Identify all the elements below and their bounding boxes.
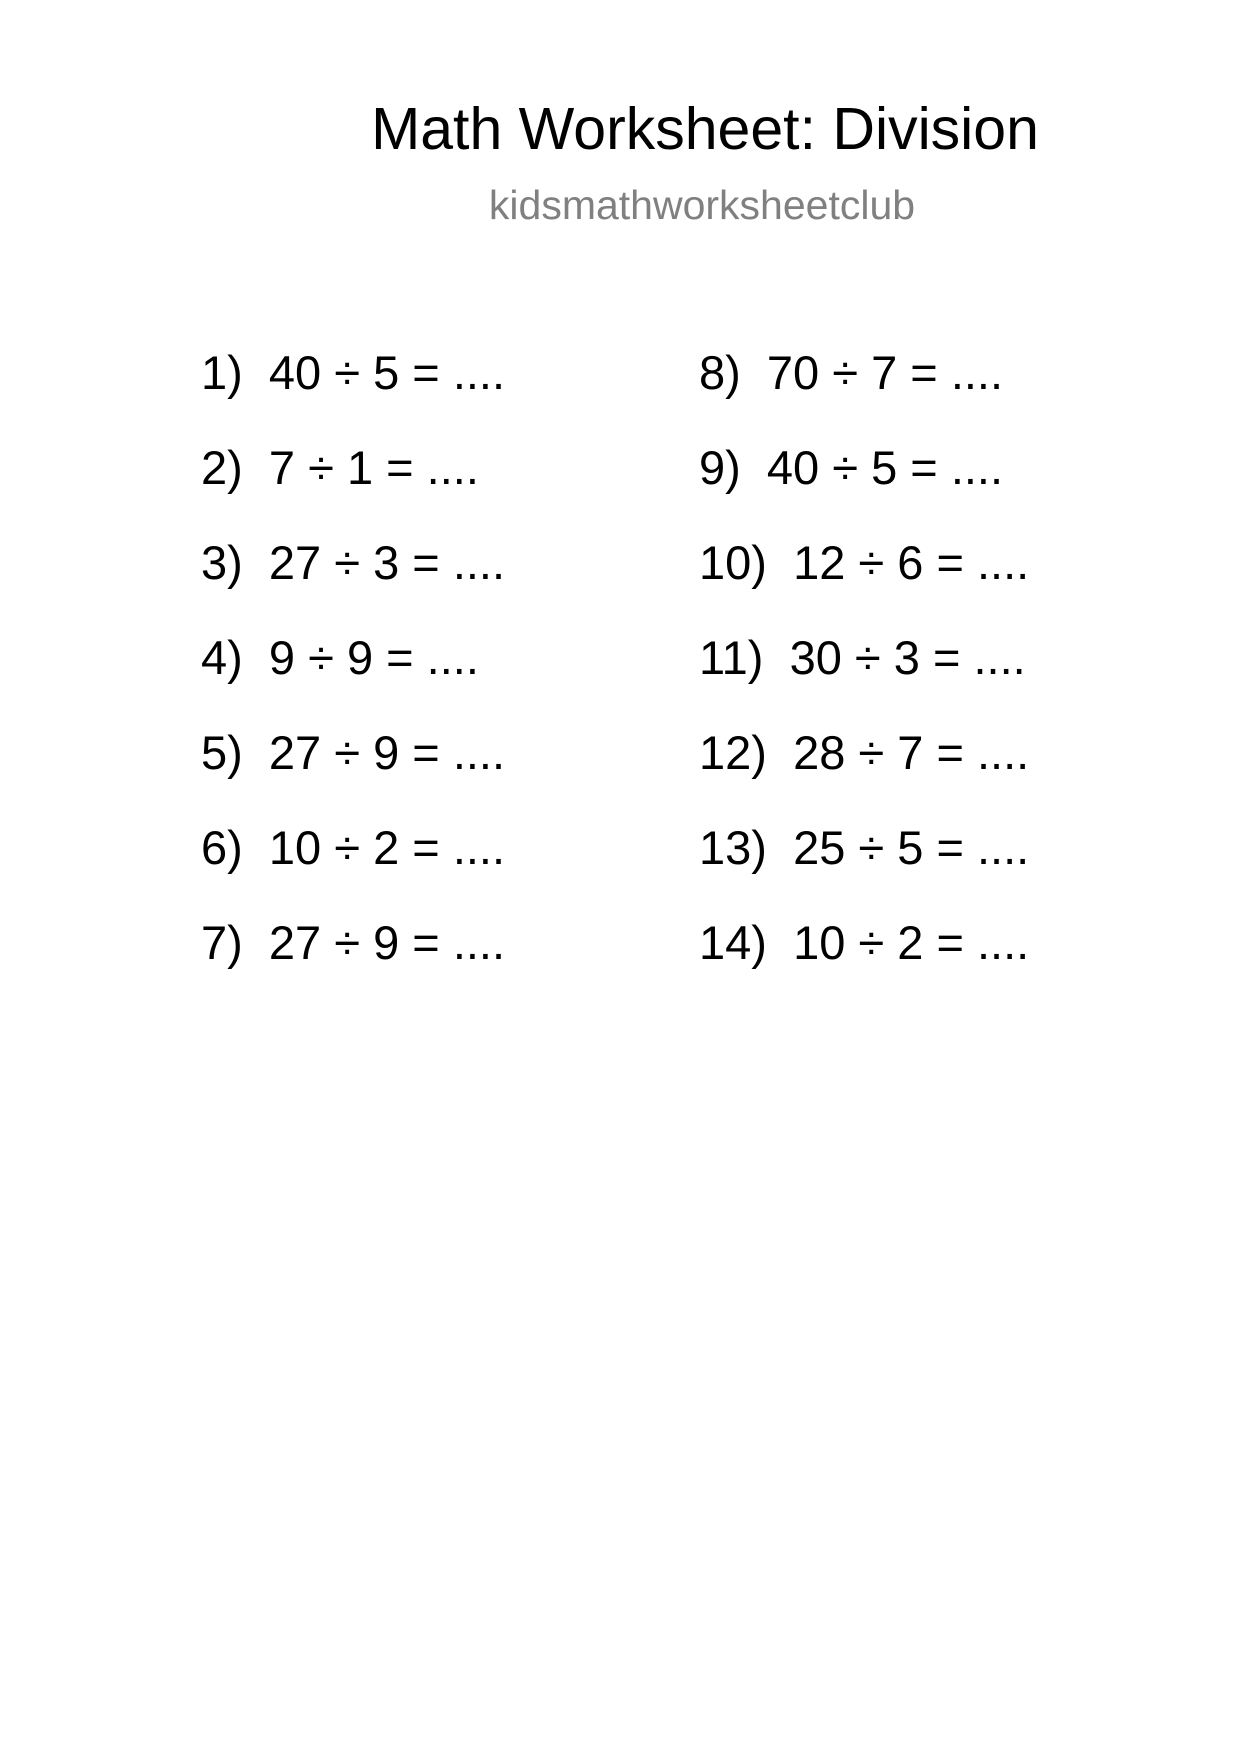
problem-expression: 9 ÷ 9 = .... xyxy=(268,631,479,684)
problem-number: 10) xyxy=(699,536,767,589)
problem-expression: 7 ÷ 1 = .... xyxy=(268,441,479,494)
problem-column-left xyxy=(201,345,505,1010)
problem-number: 14) xyxy=(699,916,767,969)
problem-item xyxy=(699,915,1029,1010)
problem-number: 2) xyxy=(201,441,243,494)
problem-expression: 40 ÷ 5 = .... xyxy=(766,441,1004,494)
problem-expression: 27 ÷ 9 = .... xyxy=(268,726,506,779)
problem-item xyxy=(699,535,1029,630)
worksheet-subtitle: kidsmathworksheetclub xyxy=(488,182,916,228)
problem-number: 9) xyxy=(699,441,741,494)
problem-column-right xyxy=(699,345,1029,1010)
problem-number: 3) xyxy=(201,536,243,589)
problem-number: 1) xyxy=(201,346,243,399)
problem-number: 7) xyxy=(201,916,243,969)
problem-item xyxy=(201,535,505,630)
problem-item xyxy=(201,820,505,915)
problem-expression: 10 ÷ 2 = .... xyxy=(268,821,506,874)
problem-expression: 28 ÷ 7 = .... xyxy=(793,726,1030,779)
problem-item xyxy=(201,725,505,820)
problem-expression: 12 ÷ 6 = .... xyxy=(793,536,1030,589)
problem-number: 8) xyxy=(699,346,741,399)
worksheet-title: Math Worksheet: Division xyxy=(371,96,1039,162)
problem-expression: 10 ÷ 2 = .... xyxy=(793,916,1030,969)
problem-expression: 27 ÷ 9 = .... xyxy=(268,916,506,969)
problem-expression: 25 ÷ 5 = .... xyxy=(793,821,1030,874)
problem-expression: 27 ÷ 3 = .... xyxy=(268,536,506,589)
problem-number: 6) xyxy=(201,821,243,874)
problem-item xyxy=(201,915,505,1010)
problem-number: 4) xyxy=(201,631,243,684)
problem-item xyxy=(201,440,505,535)
problem-item xyxy=(699,345,1029,440)
problem-expression: 70 ÷ 7 = .... xyxy=(766,346,1004,399)
problem-item xyxy=(699,725,1029,820)
problem-item xyxy=(201,345,505,440)
problem-number: 5) xyxy=(201,726,243,779)
problem-number: 12) xyxy=(699,726,767,779)
problem-item xyxy=(201,630,505,725)
problem-item xyxy=(699,630,1029,725)
problem-number: 13) xyxy=(699,821,767,874)
problem-item xyxy=(699,440,1029,535)
problem-number: 11) xyxy=(699,631,764,684)
problem-expression: 40 ÷ 5 = .... xyxy=(268,346,506,399)
problem-expression: 30 ÷ 3 = .... xyxy=(789,631,1026,684)
problem-item xyxy=(699,820,1029,915)
